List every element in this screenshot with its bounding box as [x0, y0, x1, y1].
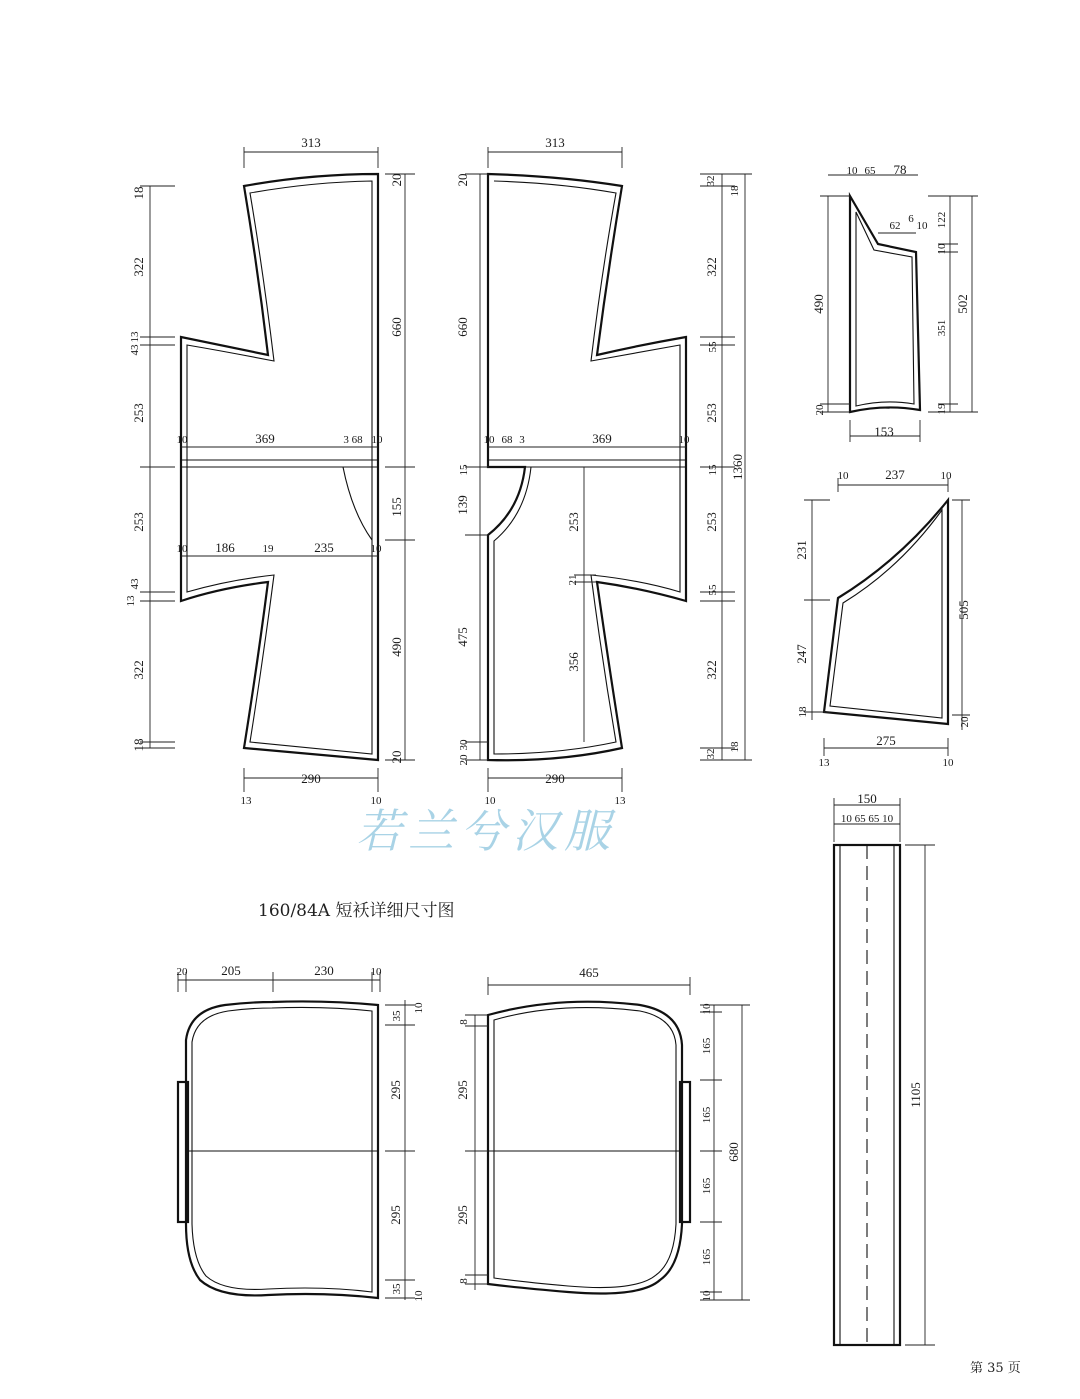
dim-label: 32 [705, 748, 717, 760]
dim-label: 660 [389, 317, 404, 337]
dim-label: 155 [389, 497, 404, 517]
dim-label: 322 [704, 257, 719, 277]
dim-label: 10 [370, 795, 382, 807]
dim-label: 231 [794, 540, 809, 560]
dim-label: 10 [370, 543, 382, 555]
dim-label: 230 [314, 963, 334, 978]
dim-label: 205 [221, 963, 241, 978]
dim-label: 30 [458, 739, 470, 751]
dim-label: 10 [413, 1002, 425, 1014]
dim-label: 247 [794, 644, 809, 664]
dim-label: 660 [455, 317, 470, 337]
dim-label: 3 68 [343, 434, 363, 446]
dim-label: 10 [936, 243, 948, 255]
dim-label: 20 [455, 173, 470, 187]
dim-label: 13 [240, 795, 252, 807]
dim-label: 351 [936, 319, 948, 337]
dim-label: 43 [129, 578, 141, 590]
dim-label: 68 [501, 434, 513, 446]
dim-label: 253 [704, 403, 719, 423]
dim-label: 10 [701, 1003, 713, 1015]
dim-label: 235 [314, 540, 334, 555]
dim-label: 165 [701, 1248, 713, 1266]
dim-label: 490 [811, 294, 826, 314]
dim-label: 10 [371, 434, 383, 446]
dim-label: 253 [131, 403, 146, 423]
dim-label: 10 65 65 10 [840, 813, 894, 825]
gusset-piece [824, 500, 948, 724]
dim-label: 313 [301, 135, 321, 150]
dim-label: 1360 [730, 454, 745, 480]
dim-label: 139 [455, 495, 470, 515]
dim-label: 35 [391, 1283, 403, 1295]
dim-label: 253 [704, 512, 719, 532]
dim-label: 3 [519, 434, 525, 446]
dim-label: 18 [131, 738, 146, 752]
collar-labels [841, 791, 923, 1108]
dim-label: 10 [940, 470, 952, 482]
dim-label: 290 [545, 771, 565, 786]
dim-label: 18 [729, 185, 741, 197]
dim-label: 150 [857, 791, 877, 806]
dim-label: 18 [797, 706, 809, 718]
dim-label: 502 [955, 294, 970, 314]
dim-label: 35 [391, 1010, 403, 1022]
dim-label: 322 [131, 660, 146, 680]
cuff-left-labels [177, 963, 426, 1302]
dim-label: 295 [455, 1080, 470, 1100]
dim-label: 13 [818, 757, 830, 769]
left-body-piece [181, 174, 378, 760]
gusset-dims [804, 478, 970, 756]
dim-label: 6 [908, 213, 914, 225]
dim-label: 10 [483, 434, 495, 446]
dim-label: 165 [701, 1106, 713, 1124]
dim-label: 20 [814, 404, 826, 416]
dim-label: 55 [707, 341, 719, 353]
dim-label: 295 [388, 1205, 403, 1225]
dim-label: 10 [484, 795, 496, 807]
page-number: 第 35 页 [970, 1361, 1021, 1376]
dim-label: 153 [874, 424, 894, 439]
dim-label: 20 [176, 966, 188, 978]
dim-label: 10 [370, 966, 382, 978]
dim-label: 43 [129, 344, 141, 356]
dim-label: 10 [916, 220, 928, 232]
dim-label: 20 [959, 716, 971, 728]
dim-label: 322 [704, 660, 719, 680]
dim-label: 8 [458, 1019, 470, 1025]
dim-label: 295 [455, 1205, 470, 1225]
right-body-piece [488, 174, 686, 760]
collar-piece [834, 845, 900, 1345]
dim-label: 62 [889, 220, 901, 232]
dim-label: 21 [567, 574, 579, 586]
dim-label: 19 [936, 403, 948, 415]
dim-label: 475 [455, 627, 470, 647]
dim-label: 20 [458, 754, 470, 766]
dim-label: 10 [176, 543, 188, 555]
dim-label: 680 [726, 1142, 741, 1162]
dim-label: 237 [885, 467, 905, 482]
dim-label: 32 [705, 175, 717, 187]
cuff-right-labels [455, 965, 741, 1302]
right-body-labels [455, 135, 745, 807]
dim-label: 369 [592, 431, 612, 446]
collar-dims [834, 798, 935, 1345]
dim-label: 505 [956, 600, 971, 620]
dim-label: 356 [566, 652, 581, 672]
dim-label: 122 [936, 211, 948, 229]
dim-label: 20 [389, 750, 404, 764]
dim-label: 15 [707, 464, 719, 476]
dim-label: 253 [566, 512, 581, 532]
dim-label: 10 [678, 434, 690, 446]
dim-label: 78 [893, 162, 907, 177]
dim-label: 18 [131, 186, 146, 200]
left-body-labels [125, 135, 404, 807]
cuff-right-piece [488, 1002, 690, 1294]
dim-label: 253 [131, 512, 146, 532]
dim-label: 1105 [908, 1082, 923, 1108]
dim-label: 290 [301, 771, 321, 786]
dim-label: 10 [837, 470, 849, 482]
cuff-left-dims [178, 972, 415, 1300]
lapel-top-labels [811, 162, 970, 439]
dim-label: 322 [131, 257, 146, 277]
figure-caption: 160/84A 短袄详细尺寸图 [258, 901, 455, 921]
dim-label: 10 [413, 1290, 425, 1302]
dim-label: 10 [701, 1290, 713, 1302]
dim-label: 19 [262, 543, 274, 555]
dim-label: 369 [255, 431, 275, 446]
dim-label: 13 [125, 595, 137, 607]
dim-label: 186 [215, 540, 235, 555]
dim-label: 295 [388, 1080, 403, 1100]
dim-label: 13 [129, 331, 141, 343]
dim-label: 55 [707, 584, 719, 596]
dim-label: 10 [942, 757, 954, 769]
dim-label: 20 [389, 173, 404, 187]
dim-label: 275 [876, 733, 896, 748]
lapel-top-piece [850, 196, 920, 412]
dim-label: 8 [458, 1278, 470, 1284]
dim-label: 13 [614, 795, 626, 807]
dim-label: 10 [176, 434, 188, 446]
dim-label: 65 [864, 165, 876, 177]
dim-label: 165 [701, 1177, 713, 1195]
dim-label: 165 [701, 1037, 713, 1055]
dim-label: 313 [545, 135, 565, 150]
dim-label: 490 [389, 637, 404, 657]
watermark-text: 若兰兮汉服 [356, 804, 616, 858]
dim-label: 18 [729, 741, 741, 753]
dim-label: 10 [846, 165, 858, 177]
dim-label: 465 [579, 965, 599, 980]
cuff-left-piece [178, 1001, 378, 1298]
dim-label: 15 [458, 464, 470, 476]
